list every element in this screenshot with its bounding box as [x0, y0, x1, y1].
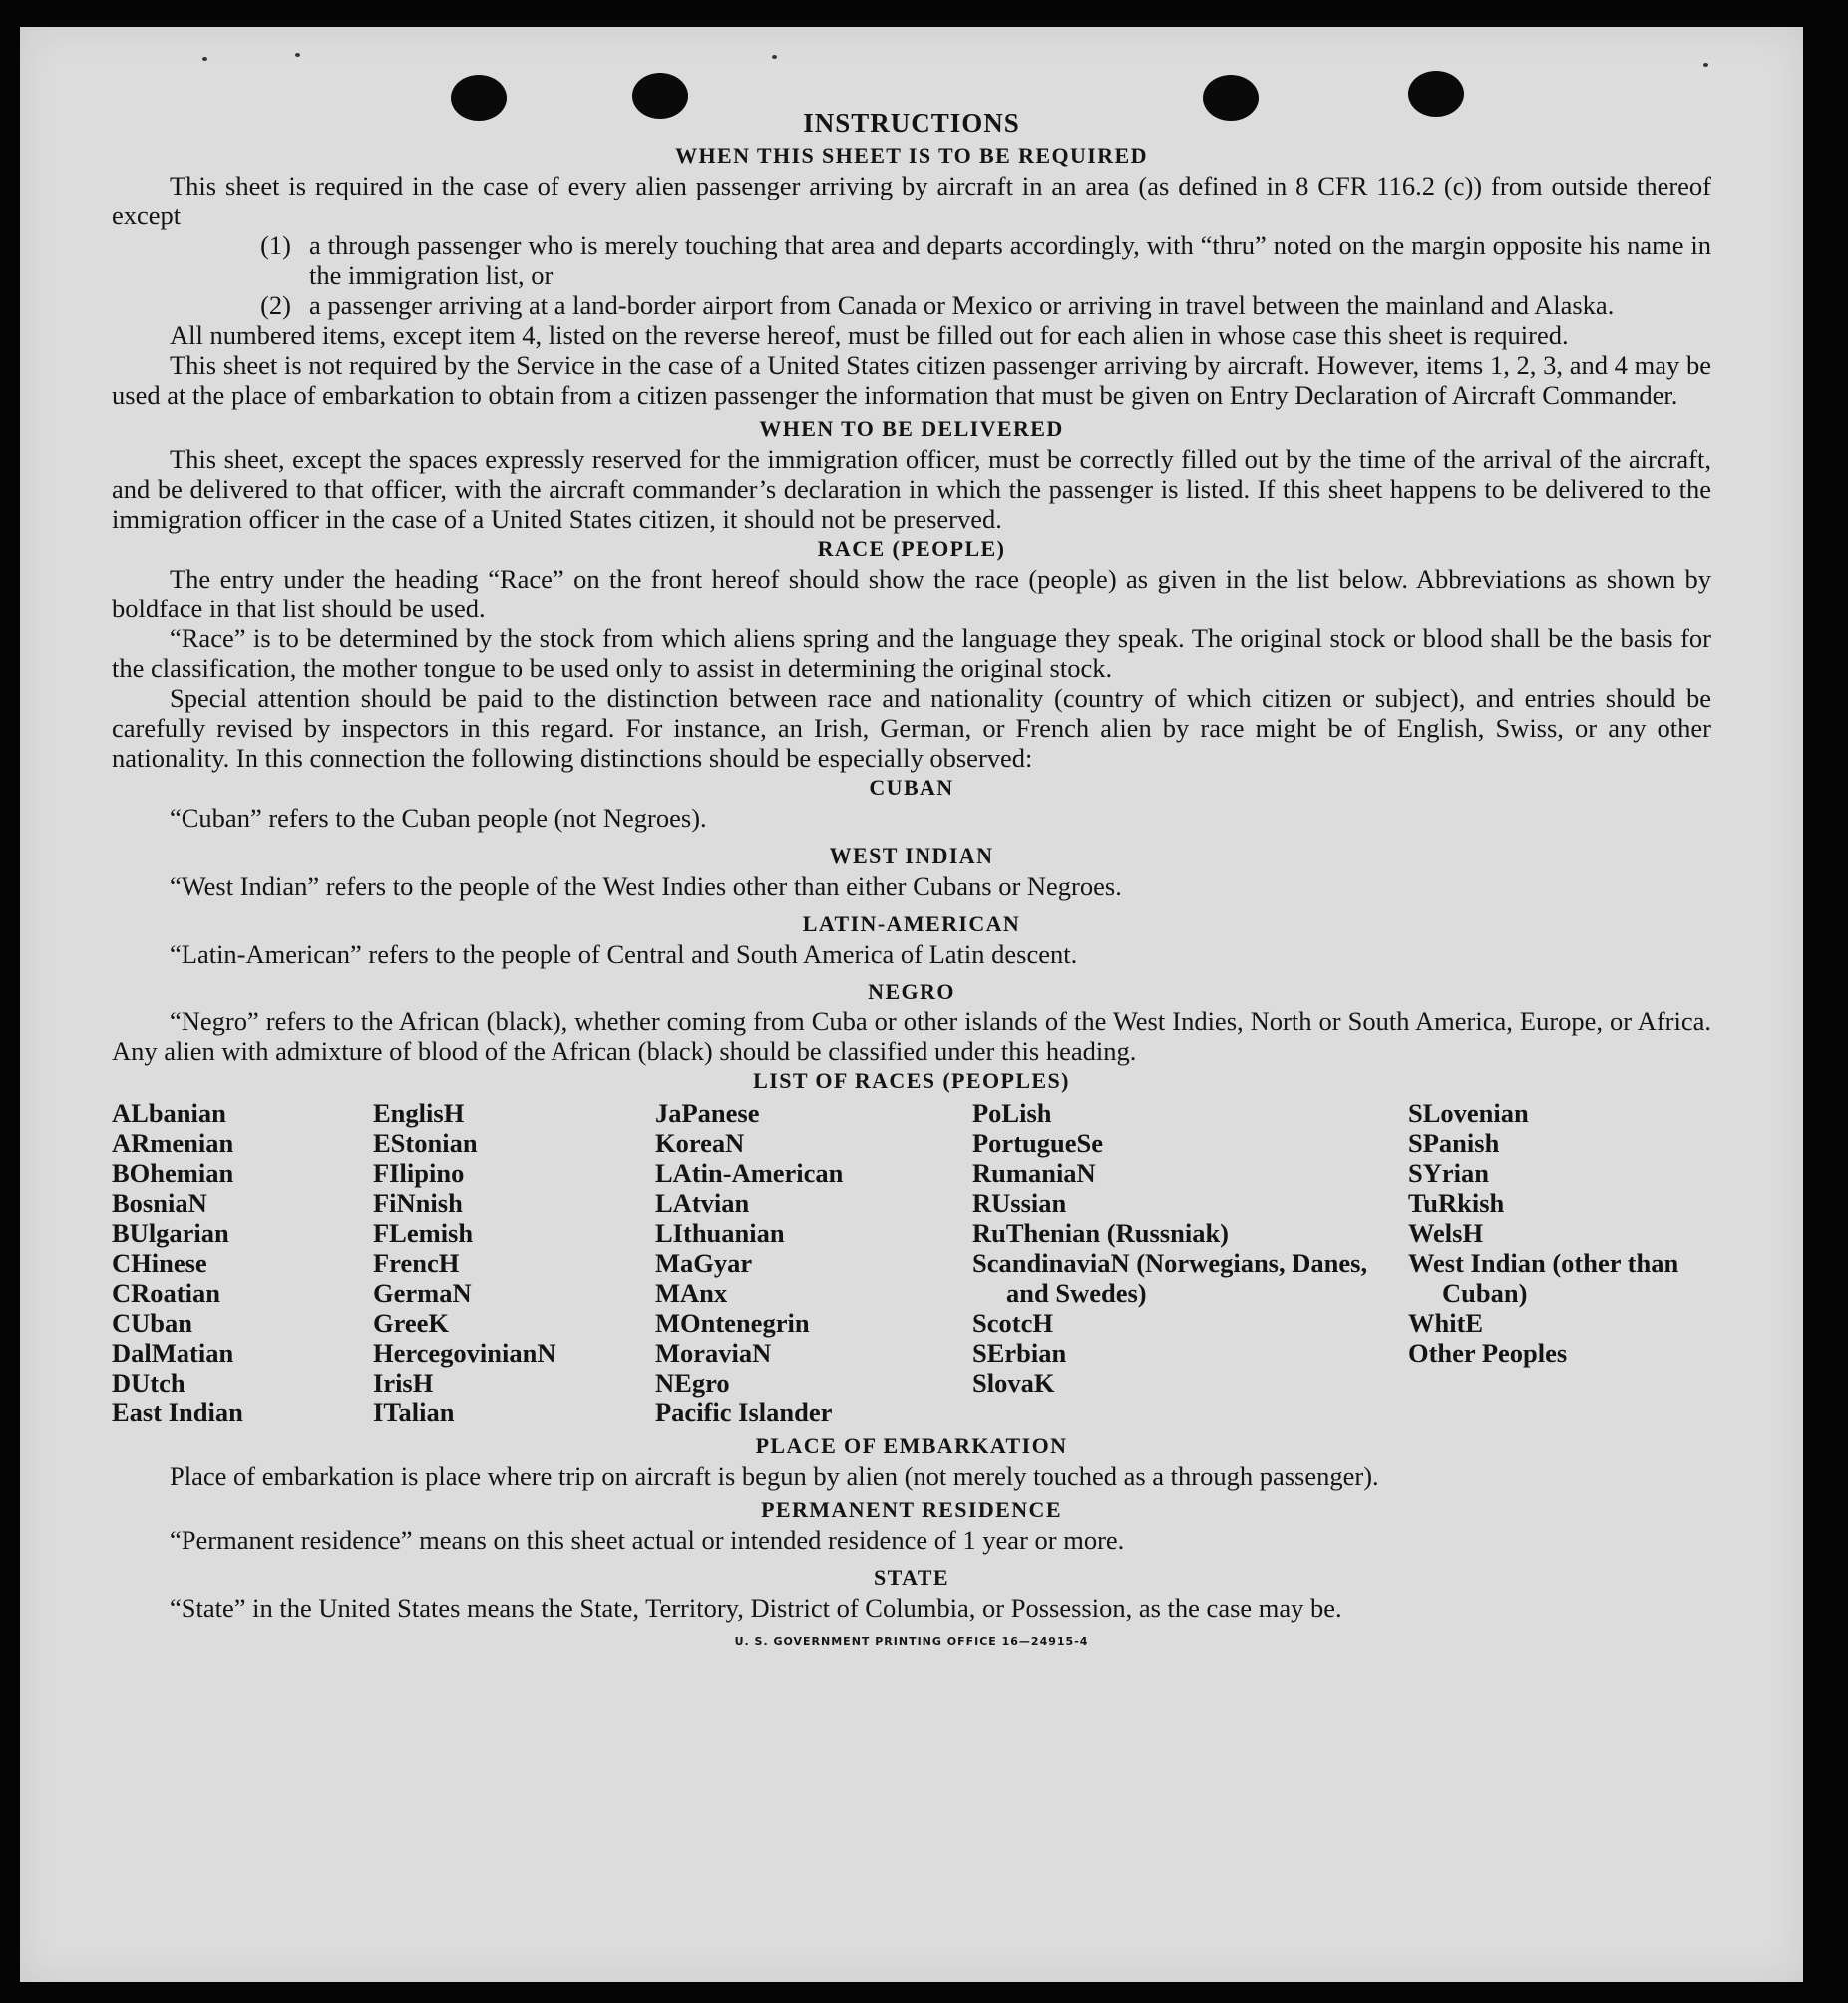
- item-number: (2): [260, 290, 291, 320]
- races-column: [112, 1098, 373, 1427]
- race-entry: IrisH: [373, 1368, 434, 1398]
- race-entry: TuRkish: [1408, 1188, 1505, 1218]
- race-entry: WhitE: [1408, 1308, 1484, 1338]
- dust-speck: [202, 57, 207, 61]
- race-entry: SErbian: [972, 1338, 1067, 1368]
- race-entry: MAnx: [655, 1278, 728, 1308]
- item-text: a passenger arriving at a land-border airport from Canada or Mexico or arriving in travel between the mainland and Alaska.: [309, 290, 1615, 320]
- race-entry: ScotcH: [972, 1308, 1053, 1338]
- races-table: [112, 1098, 1711, 1427]
- races-column: [373, 1098, 655, 1427]
- race-entry: ScandinaviaN (Norwegians, Danes, and Swedes): [972, 1248, 1368, 1308]
- paragraph: “Latin-American” refers to the people of Central and South America of Latin descent.: [170, 939, 1078, 969]
- race-entry: RumaniaN: [972, 1158, 1096, 1188]
- list-item: [112, 230, 1711, 290]
- race-entry: MaGyar: [655, 1248, 753, 1278]
- list-item: [112, 290, 1711, 320]
- race-entry: BosniaN: [112, 1188, 207, 1218]
- race-entry: NEgro: [655, 1368, 730, 1398]
- race-entry: Pacific Islander: [655, 1398, 833, 1427]
- race-entry: PoLish: [972, 1098, 1052, 1128]
- item-text: a through passenger who is merely touching that area and departs accordingly, with “thru” noted on the margin opposite his name in the immigration list, or: [309, 230, 1711, 290]
- race-entry: LAtin-American: [655, 1158, 844, 1188]
- race-entry: PortugueSe: [972, 1128, 1104, 1158]
- race-entry: CHinese: [112, 1248, 207, 1278]
- race-entry: LAtvian: [655, 1188, 750, 1218]
- section-heading-residence: PERMANENT RESIDENCE: [761, 1497, 1062, 1522]
- paragraph: “Race” is to be determined by the stock from which aliens spring and the language they speak. The original stock or blood shall be the basis for the classification, the mother tongue to be used only to assist in determining the original stock.: [112, 623, 1711, 683]
- race-entry: DUtch: [112, 1368, 185, 1398]
- section-heading-negro: NEGRO: [868, 979, 955, 1003]
- dust-speck: [295, 53, 300, 57]
- race-entry: JaPanese: [655, 1098, 760, 1128]
- paragraph: Special attention should be paid to the distinction between race and nationality (country of which citizen or subject), and entries should be carefully revised by inspectors in this regard. For instance, an Irish, German, or French alien by race might be of English, Swiss, or any other nationality. In this connection the following distinctions should be especially observed:: [112, 683, 1711, 773]
- page-title: INSTRUCTIONS: [803, 108, 1020, 138]
- race-entry: FiNnish: [373, 1188, 463, 1218]
- dust-speck: [772, 55, 777, 59]
- races-column: [655, 1098, 972, 1427]
- race-entry: West Indian (other than Cuban): [1408, 1248, 1679, 1308]
- paragraph: The entry under the heading “Race” on the front hereof should show the race (people) as given in the list below. Abbreviations as shown by boldface in that list should be used.: [112, 564, 1711, 623]
- race-entry: SYrian: [1408, 1158, 1489, 1188]
- section-heading-embarkation: PLACE OF EMBARKATION: [755, 1433, 1068, 1458]
- paragraph: This sheet, except the spaces expressly reserved for the immigration officer, must be correctly filled out by the time of the arrival of the aircraft, and be delivered to that officer, with the aircraft commander’s declaration in which the passenger is listed. If this sheet happens to be delivered to the immigration officer in the case of a United States citizen, it should not be preserved.: [112, 444, 1711, 534]
- race-entry: RuThenian (Russniak): [972, 1218, 1230, 1248]
- section-heading-latin-american: LATIN-AMERICAN: [802, 911, 1021, 936]
- paragraph: Place of embarkation is place where trip on aircraft is begun by alien (not merely touched as a through passenger).: [170, 1461, 1379, 1491]
- race-entry: DalMatian: [112, 1338, 234, 1368]
- races-column: [1408, 1098, 1711, 1427]
- race-entry: RUssian: [972, 1188, 1067, 1218]
- section-heading-required: WHEN THIS SHEET IS TO BE REQUIRED: [675, 143, 1148, 168]
- race-entry: BOhemian: [112, 1158, 234, 1188]
- section-heading-delivered: WHEN TO BE DELIVERED: [759, 416, 1064, 441]
- exception-list: [112, 230, 1711, 320]
- paragraph: “State” in the United States means the State, Territory, District of Columbia, or Possession, as the case may be.: [170, 1593, 1342, 1623]
- paragraph: “Negro” refers to the African (black), whether coming from Cuba or other islands of the West Indies, North or South America, Europe, or Africa. Any alien with admixture of blood of the African (black) should be classified under this heading.: [112, 1006, 1711, 1066]
- race-entry: MOntenegrin: [655, 1308, 810, 1338]
- race-entry: CUban: [112, 1308, 193, 1338]
- race-entry: GermaN: [373, 1278, 472, 1308]
- race-entry: FIlipino: [373, 1158, 465, 1188]
- race-entry: SPanish: [1408, 1128, 1500, 1158]
- item-number: (1): [260, 230, 291, 260]
- paragraph: “Permanent residence” means on this sheet actual or intended residence of 1 year or more.: [170, 1525, 1125, 1555]
- document-sheet: [20, 27, 1803, 1982]
- instructions-body: [112, 107, 1711, 1657]
- paragraph: This sheet is required in the case of every alien passenger arriving by aircraft in an area (as defined in 8 CFR 116.2 (c)) from outside thereof except: [112, 171, 1711, 230]
- race-entry: BUlgarian: [112, 1218, 229, 1248]
- section-heading-state: STATE: [874, 1565, 949, 1590]
- race-entry: GreeK: [373, 1308, 450, 1338]
- races-column: [972, 1098, 1408, 1427]
- dust-speck: [1703, 63, 1708, 67]
- race-entry: LIthuanian: [655, 1218, 785, 1248]
- paragraph: All numbered items, except item 4, listed on the reverse hereof, must be filled out for each alien in whose case this sheet is required.: [170, 320, 1569, 350]
- race-entry: ALbanian: [112, 1098, 226, 1128]
- race-entry: FrencH: [373, 1248, 460, 1278]
- race-entry: SlovaK: [972, 1368, 1055, 1398]
- race-entry: ITalian: [373, 1398, 455, 1427]
- race-entry: WelsH: [1408, 1218, 1484, 1248]
- section-heading-list-of-races: LIST OF RACES (PEOPLES): [753, 1068, 1070, 1093]
- race-entry: Other Peoples: [1408, 1338, 1568, 1368]
- paragraph: “West Indian” refers to the people of the West Indies other than either Cubans or Negroes.: [170, 871, 1122, 901]
- printer-imprint: U. S. GOVERNMENT PRINTING OFFICE 16—24915-4: [734, 1635, 1089, 1648]
- paragraph: This sheet is not required by the Service in the case of a United States citizen passenger arriving by aircraft. However, items 1, 2, 3, and 4 may be used at the place of embarkation to obtain from a citizen passenger the information that must be given on Entry Declaration of Aircraft Commander.: [112, 350, 1711, 410]
- race-entry: East Indian: [112, 1398, 243, 1427]
- paragraph: “Cuban” refers to the Cuban people (not Negroes).: [170, 803, 707, 833]
- section-heading-cuban: CUBAN: [869, 775, 954, 800]
- race-entry: FLemish: [373, 1218, 474, 1248]
- race-entry: CRoatian: [112, 1278, 220, 1308]
- race-entry: HercegovinianN: [373, 1338, 556, 1368]
- section-heading-west-indian: WEST INDIAN: [829, 843, 994, 868]
- race-entry: ARmenian: [112, 1128, 234, 1158]
- race-entry: EnglisH: [373, 1098, 465, 1128]
- race-entry: KoreaN: [655, 1128, 745, 1158]
- section-heading-race: RACE (PEOPLE): [817, 536, 1006, 561]
- race-entry: EStonian: [373, 1128, 478, 1158]
- race-entry: SLovenian: [1408, 1098, 1529, 1128]
- race-entry: MoraviaN: [655, 1338, 772, 1368]
